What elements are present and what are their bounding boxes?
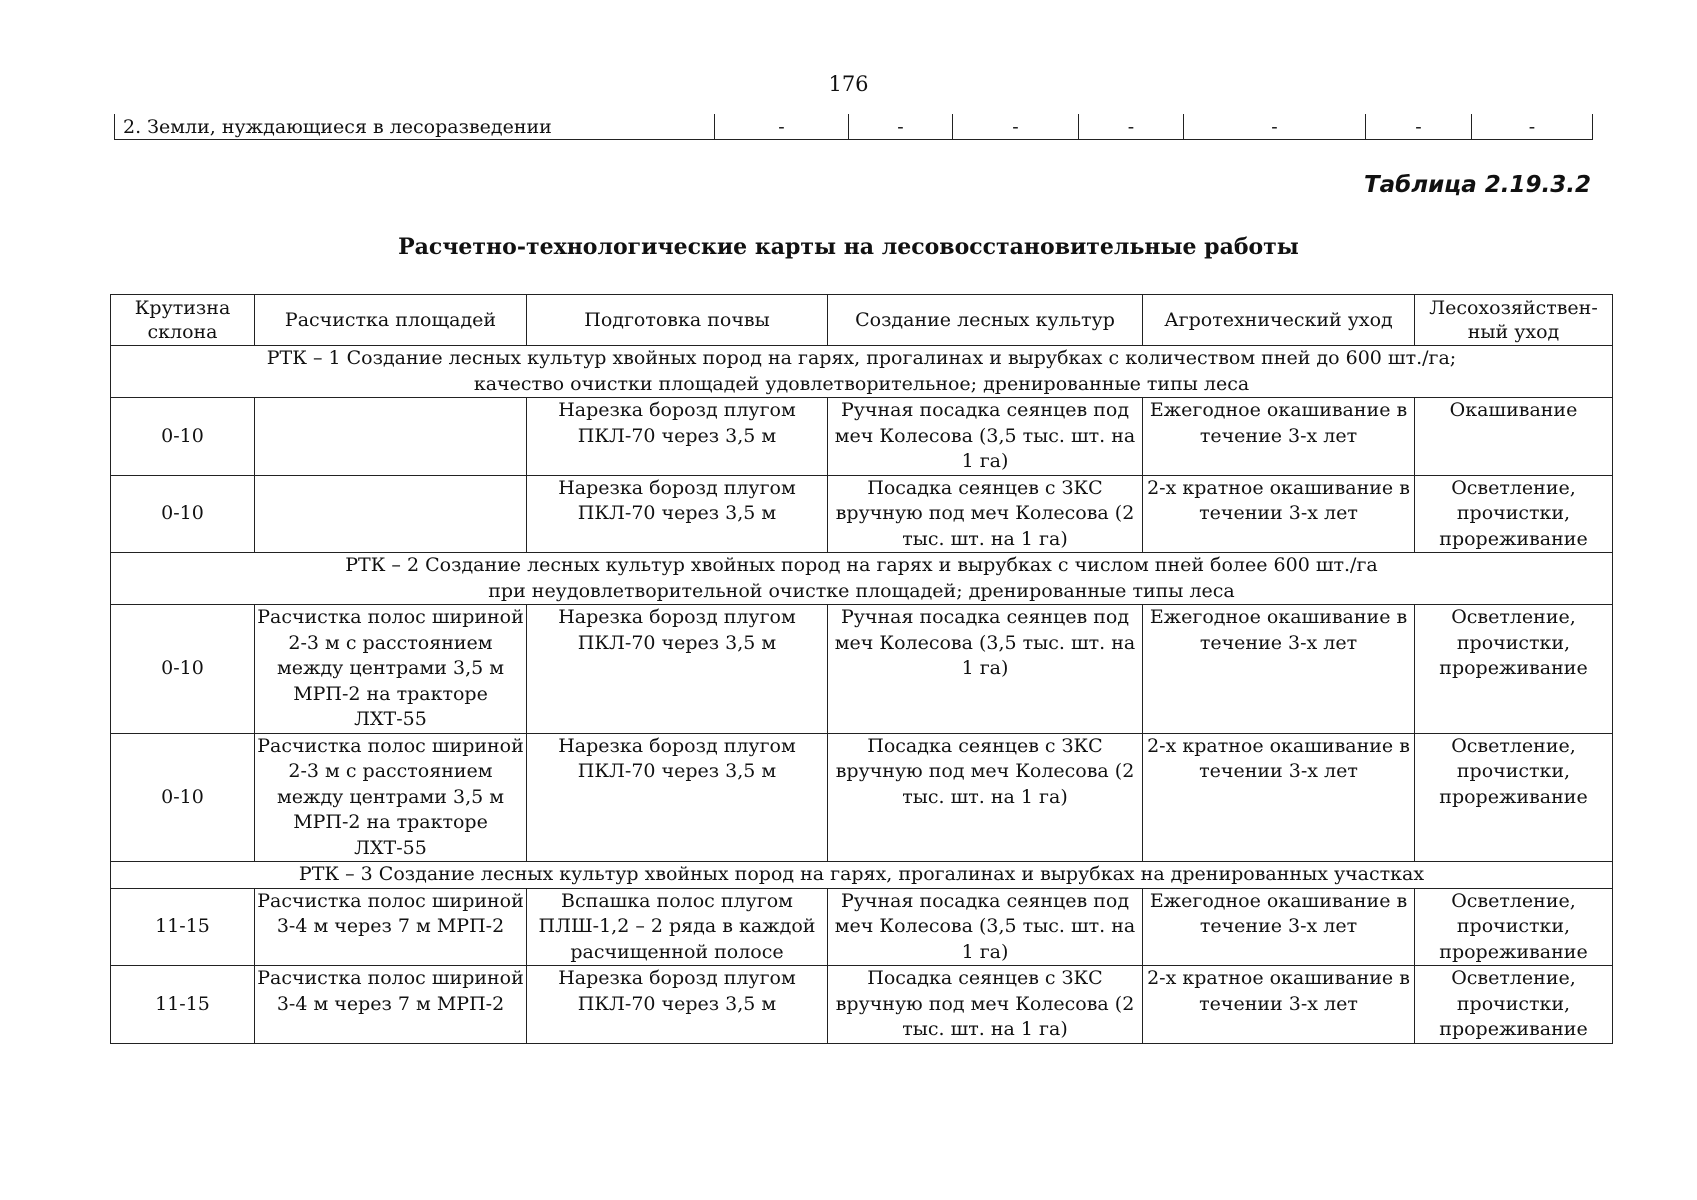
continuation-cell: - [1366, 114, 1472, 140]
header-planting: Создание лесных культур [828, 295, 1143, 346]
cell-soil-prep: Вспашка полос плугом ПЛШ-1,2 – 2 ряда в каждой расчищенной полосе [527, 888, 828, 966]
group-title-rtk-1 [111, 346, 1613, 398]
continuation-row-label: 2. Земли, нуждающиеся в лесоразведении [115, 114, 715, 140]
cell-clearing [255, 398, 527, 476]
table-header-row [111, 295, 1613, 346]
table-row [111, 733, 1613, 862]
cell-forest-care: Окашивание [1415, 398, 1613, 476]
header-forest-care: Лесохозяйствен-ный уход [1415, 295, 1613, 346]
cell-planting: Ручная посадка сеянцев под меч Колесова (3,5 тыс. шт. на 1 га) [828, 605, 1143, 734]
cell-forest-care: Осветление, прочистки, прореживание [1415, 888, 1613, 966]
group-title-row [111, 553, 1613, 605]
group-title-row [111, 346, 1613, 398]
cell-slope: 0-10 [111, 733, 255, 862]
cell-soil-prep: Нарезка борозд плугом ПКЛ-70 через 3,5 м [527, 733, 828, 862]
cell-agro-care: 2-х кратное окашивание в течении 3-х лет [1143, 733, 1415, 862]
header-slope: Крутизна склона [111, 295, 255, 346]
continuation-cell: - [715, 114, 849, 140]
cell-soil-prep: Нарезка борозд плугом ПКЛ-70 через 3,5 м [527, 398, 828, 476]
group-title-row [111, 862, 1613, 889]
table-row [111, 398, 1613, 476]
cell-agro-care: Ежегодное окашивание в течение 3-х лет [1143, 398, 1415, 476]
group-title-line: РТК – 3 Создание лесных культур хвойных пород на гарях, прогалинах и вырубках на дренированных участках [298, 863, 1425, 885]
group-title-line: качество очистки площадей удовлетворительное; дренированные типы леса [473, 372, 1250, 395]
table-row [111, 605, 1613, 734]
table-row [111, 475, 1613, 553]
rtk-table [110, 294, 1613, 1044]
cell-agro-care: 2-х кратное окашивание в течении 3-х лет [1143, 966, 1415, 1044]
cell-slope: 0-10 [111, 605, 255, 734]
cell-slope: 11-15 [111, 888, 255, 966]
header-agro-care: Агротехнический уход [1143, 295, 1415, 346]
page-number: 176 [828, 72, 869, 96]
group-title-line: РТК – 1 Создание лесных культур хвойных пород на гарях, прогалинах и вырубках с количеством пней до 600 шт./га; [266, 347, 1457, 369]
continuation-cell: - [849, 114, 953, 140]
cell-clearing: Расчистка полос шириной 3-4 м через 7 м МРП-2 [255, 888, 527, 966]
cell-slope: 11-15 [111, 966, 255, 1044]
cell-forest-care: Осветление, прочистки, прореживание [1415, 733, 1613, 862]
cell-slope: 0-10 [111, 398, 255, 476]
cell-clearing: Расчистка полос шириной 2-3 м с расстоянием между центрами 3,5 м МРП-2 на тракторе ЛХТ-55 [255, 605, 527, 734]
cell-soil-prep: Нарезка борозд плугом ПКЛ-70 через 3,5 м [527, 475, 828, 553]
cell-soil-prep: Нарезка борозд плугом ПКЛ-70 через 3,5 м [527, 966, 828, 1044]
cell-clearing: Расчистка полос шириной 2-3 м с расстоянием между центрами 3,5 м МРП-2 на тракторе ЛХТ-55 [255, 733, 527, 862]
cell-clearing: Расчистка полос шириной 3-4 м через 7 м МРП-2 [255, 966, 527, 1044]
cell-planting: Посадка сеянцев с ЗКС вручную под меч Колесова (2 тыс. шт. на 1 га) [828, 733, 1143, 862]
continuation-cell: - [1079, 114, 1184, 140]
table-row [111, 888, 1613, 966]
cell-forest-care: Осветление, прочистки, прореживание [1415, 966, 1613, 1044]
cell-forest-care: Осветление, прочистки, прореживание [1415, 475, 1613, 553]
cell-agro-care: Ежегодное окашивание в течение 3-х лет [1143, 888, 1415, 966]
group-title-rtk-2 [111, 553, 1613, 605]
table-number: Таблица 2.19.3.2 [1363, 172, 1591, 198]
group-title-line: при неудовлетворительной очистке площадей; дренированные типы леса [488, 579, 1235, 602]
continuation-table [114, 114, 1593, 140]
cell-agro-care: Ежегодное окашивание в течение 3-х лет [1143, 605, 1415, 734]
cell-planting: Посадка сеянцев с ЗКС вручную под меч Колесова (2 тыс. шт. на 1 га) [828, 475, 1143, 553]
continuation-cell: - [1184, 114, 1366, 140]
cell-clearing [255, 475, 527, 553]
group-title-line: РТК – 2 Создание лесных культур хвойных пород на гарях и вырубках с числом пней более 600 шт./га [345, 554, 1378, 576]
group-title-rtk-3 [111, 862, 1613, 889]
continuation-cell: - [953, 114, 1079, 140]
cell-forest-care: Осветление, прочистки, прореживание [1415, 605, 1613, 734]
continuation-cell: - [1472, 114, 1593, 140]
cell-agro-care: 2-х кратное окашивание в течении 3-х лет [1143, 475, 1415, 553]
table-row [111, 966, 1613, 1044]
table-title: Расчетно-технологические карты на лесовосстановительные работы [398, 234, 1299, 260]
cell-planting: Ручная посадка сеянцев под меч Колесова (3,5 тыс. шт. на 1 га) [828, 398, 1143, 476]
cell-soil-prep: Нарезка борозд плугом ПКЛ-70 через 3,5 м [527, 605, 828, 734]
continuation-row [115, 114, 1593, 140]
header-soil-prep: Подготовка почвы [527, 295, 828, 346]
cell-slope: 0-10 [111, 475, 255, 553]
cell-planting: Ручная посадка сеянцев под меч Колесова (3,5 тыс. шт. на 1 га) [828, 888, 1143, 966]
header-clearing: Расчистка площадей [255, 295, 527, 346]
cell-planting: Посадка сеянцев с ЗКС вручную под меч Колесова (2 тыс. шт. на 1 га) [828, 966, 1143, 1044]
